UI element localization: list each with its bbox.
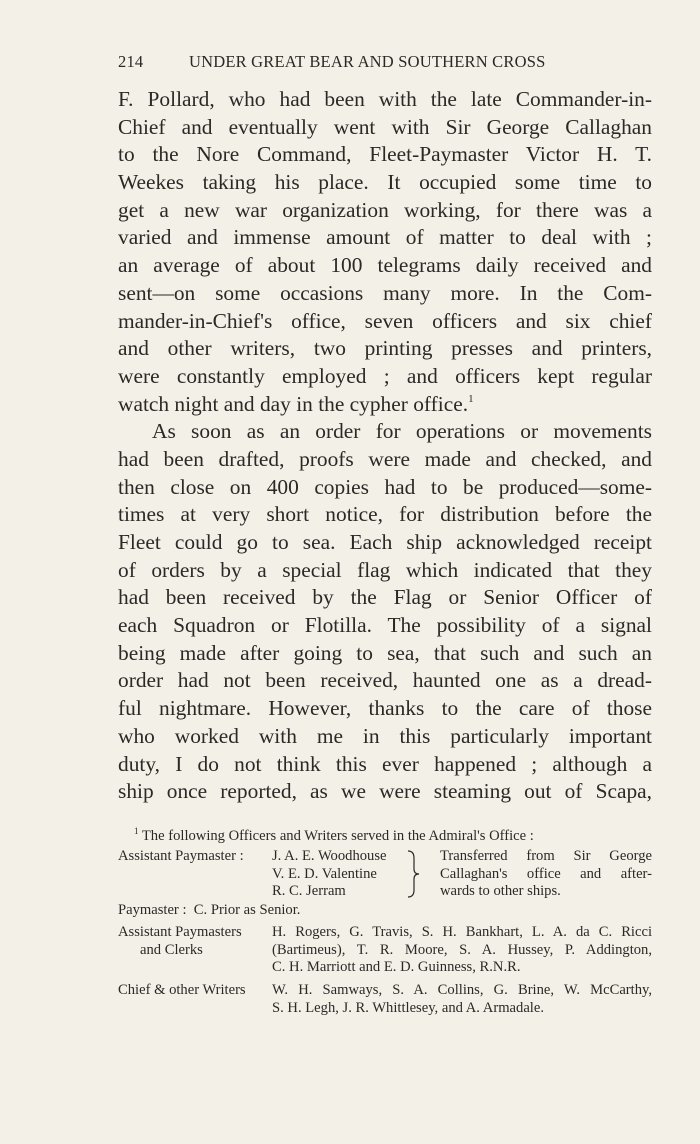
footnote-note-line: Transferred from Sir George — [440, 848, 652, 865]
footnote-line: W. H. Samways, S. A. Collins, G. Brine, W. McCarthy, — [272, 982, 652, 999]
footnote-marker: 1 — [134, 826, 139, 836]
body-line: being made after going to sea, that such and such an — [118, 640, 652, 665]
right-brace-icon — [406, 850, 420, 898]
body-line: to the Nore Command, Fleet-Paymaster Victor H. T. — [118, 142, 652, 167]
body-line: sent—on some occasions many more. In the Com- — [118, 280, 652, 305]
footnote-text: C. Prior as Senior. — [193, 902, 301, 919]
body-line-with-footnote — [118, 391, 652, 419]
body-line: had been received by the Flag or Senior Officer of — [118, 585, 652, 610]
body-line: had been drafted, proofs were made and checked, and — [118, 446, 652, 471]
footnote-assistant-paymaster — [118, 848, 652, 902]
running-title: UNDER GREAT BEAR AND SOUTHERN CROSS — [189, 52, 546, 71]
footnote-names — [272, 924, 652, 976]
footnote-name: J. A. E. Woodhouse — [272, 848, 387, 865]
body-line: were constantly employed ; and officers kept regular — [118, 363, 652, 388]
running-header — [118, 52, 652, 76]
body-line: then close on 400 copies had to be produced—some- — [118, 474, 652, 499]
body-line: times at very short notice, for distribution before the — [118, 502, 652, 527]
footnote-line: (Bartimeus), T. R. Moore, S. A. Hussey, P. Addington, — [272, 941, 652, 958]
footnote-line: S. H. Legh, J. R. Whittlesey, and A. Armadale. — [272, 999, 544, 1016]
footnote-label: and Clerks — [140, 941, 203, 958]
body-line: order had not been received, haunted one as a dread- — [118, 668, 652, 693]
body-line: duty, I do not think this ever happened ; although a — [118, 751, 652, 776]
footnote-line: C. H. Marriott and E. D. Guinness, R.N.R. — [272, 959, 521, 976]
body-line: mander-in-Chief's office, seven officers and six chief — [118, 308, 652, 333]
body-line: get a new war organization working, for there was a — [118, 197, 652, 222]
body-line: F. Pollard, who had been with the late Commander-in- — [118, 87, 652, 111]
page-number: 214 — [118, 52, 144, 71]
body-line: Weekes taking his place. It occupied some time to — [118, 170, 652, 195]
paragraph-start-line: As soon as an order for operations or movements — [152, 419, 652, 444]
footnote-intro-text: The following Officers and Writers served in the Admiral's Office : — [141, 828, 534, 844]
footnote-assistant-paymasters — [118, 924, 652, 982]
footnote-reference: 1 — [468, 392, 474, 405]
body-line: who worked with me in this particularly important — [118, 723, 652, 748]
body-line: ful nightmare. However, thanks to the care of those — [118, 696, 652, 721]
body-line: varied and immense amount of matter to deal with ; — [118, 225, 652, 250]
body-line: and other writers, two printing presses and printers, — [118, 336, 652, 361]
body-text — [118, 86, 652, 806]
footnote-paymaster — [118, 902, 652, 924]
footnote-label: Assistant Paymaster : — [118, 848, 244, 865]
footnote-label-text: Paymaster : — [118, 902, 187, 919]
footnote-writers — [118, 982, 652, 1018]
footnote-line: H. Rogers, G. Travis, S. H. Bankhart, L. A. da C. Ricci — [272, 924, 652, 941]
body-line: Chief and eventually went with Sir George Callaghan — [118, 114, 652, 139]
footnote-note-line: Callaghan's office and after- — [440, 865, 652, 882]
body-line: Fleet could go to sea. Each ship acknowledged receipt — [118, 530, 652, 554]
footnote-transfer-note — [440, 848, 652, 900]
footnote-label: Assistant Paymasters — [118, 924, 242, 941]
footnote-note-line: wards to other ships. — [440, 883, 561, 900]
footnote-name: R. C. Jerram — [272, 883, 346, 900]
footnote-label — [118, 902, 300, 919]
footnote-intro — [118, 828, 652, 845]
footnote-name: V. E. D. Valentine — [272, 865, 377, 882]
body-line-text: watch night and day in the cypher office. — [118, 391, 469, 416]
body-line: of orders by a special flag which indicated that they — [118, 557, 652, 582]
body-line: ship once reported, as we were steaming out of Scapa, — [118, 779, 652, 804]
footnote-names — [272, 848, 387, 900]
footnote — [118, 828, 652, 1018]
body-line: an average of about 100 telegrams daily received and — [118, 253, 652, 278]
body-line: each Squadron or Flotilla. The possibility of a signal — [118, 613, 652, 638]
footnote-names — [272, 982, 652, 1017]
footnote-label: Chief & other Writers — [118, 982, 246, 999]
